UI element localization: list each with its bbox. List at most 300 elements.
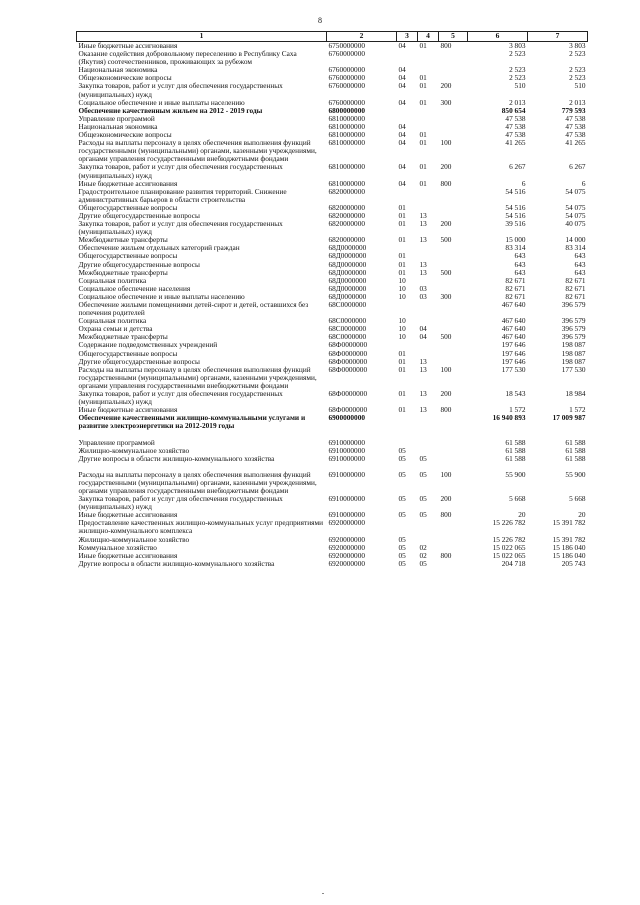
row-code-cell: 6920000000 [328, 534, 365, 544]
row-expense-type-cell [439, 115, 468, 123]
row-name-cell: Жилищно-коммунальное хозяйство [78, 445, 190, 455]
row-section-cell: 01 [398, 389, 406, 399]
row-expense-type-cell [439, 350, 468, 358]
row-code-cell: 6910000000 [328, 469, 365, 479]
row-section-cell: 05 [398, 542, 406, 552]
row-code-cell: 68Д0000000 [328, 243, 367, 253]
table-row [77, 82, 588, 98]
row-amount-2-cell: 396 579 [561, 300, 586, 309]
row-subsection-cell: 13 [419, 389, 427, 399]
row-amount-1-cell: 55 900 [505, 469, 526, 479]
row-name-cell: Расходы на выплаты персоналу в целях обеспечения выполнения функций государственными (муниципальными) органами, казенными учреждениями, органами управления государственными внебюджетными фондами [78, 364, 317, 390]
row-amount-2-cell: 643 [574, 267, 586, 277]
row-code-cell: 68Д0000000 [328, 251, 367, 261]
row-amount-2-cell: 198 087 [561, 340, 586, 350]
row-code-cell: 68Д0000000 [328, 291, 367, 301]
row-amount-1-cell: 47 538 [505, 113, 526, 123]
row-expense-type-cell: 800 [440, 405, 452, 415]
row-amount-1-cell: 1 572 [509, 405, 526, 415]
row-subsection-cell: 13 [419, 267, 427, 277]
row-expense-type-cell: 300 [440, 97, 452, 107]
row-name-cell: Жилищно-коммунальное хозяйство [78, 534, 190, 544]
row-name-cell: Другие общегосударственные вопросы [78, 259, 200, 269]
row-section-cell: 01 [398, 235, 406, 245]
row-subsection-cell: 01 [419, 138, 427, 148]
row-name-cell: Социальное обеспечение населения [78, 283, 191, 293]
row-name-cell: Другие общегосударственные вопросы [78, 210, 200, 220]
row-expense-type-cell [439, 536, 468, 544]
row-section-cell: 05 [398, 534, 406, 544]
row-amount-2-cell: 643 [574, 251, 586, 261]
row-subsection-cell: 13 [419, 219, 427, 229]
row-amount-2-cell: 396 579 [561, 316, 586, 326]
row-section-cell [397, 301, 418, 317]
row-name-cell: Закупка товаров, работ и услуг для обеспечения государственных (муниципальных) нужд [78, 81, 283, 99]
row-amount-1-cell: 15 022 065 [492, 550, 526, 560]
row-section-cell: 05 [398, 550, 406, 560]
row-code-cell: 6820000000 [328, 210, 365, 220]
row-amount-2-cell: 198 087 [561, 348, 586, 358]
row-name-cell: Закупка товаров, работ и услуг для обеспечения государственных (муниципальных) нужд [78, 389, 283, 407]
row-code-cell: 6910000000 [328, 494, 365, 504]
row-expense-type-cell: 500 [440, 267, 452, 277]
row-name-cell: Содержание подведомственных учреждений [78, 340, 218, 350]
row-code-cell: 6920000000 [328, 550, 365, 560]
row-section-cell: 05 [398, 494, 406, 504]
row-section-cell: 04 [398, 73, 406, 83]
row-amount-1-cell: 3 803 [509, 41, 526, 50]
row-code-cell: 6920000000 [328, 542, 365, 552]
table-row [77, 220, 588, 236]
row-amount-2-cell: 3 803 [569, 41, 586, 50]
header-cell-code: 2 [327, 32, 397, 42]
row-code-cell: 6760000000 [328, 97, 365, 107]
row-subsection-cell: 13 [419, 235, 427, 245]
row-amount-2-cell: 82 671 [565, 275, 586, 285]
table-row [77, 139, 588, 163]
row-code-cell: 6910000000 [328, 453, 365, 463]
row-expense-type-cell: 100 [440, 138, 452, 148]
row-code-cell: 68Ф0000000 [328, 405, 368, 415]
row-subsection-cell [418, 341, 439, 349]
row-name-cell: Градостроительное планирование развития территорий. Снижение административных барьеров в области строительства [78, 186, 287, 204]
row-subsection-cell: 05 [419, 510, 427, 520]
row-code-cell: 6920000000 [328, 558, 365, 568]
budget-table [76, 31, 588, 568]
row-name-cell: Коммунальное хозяйство [78, 542, 157, 552]
row-amount-2-cell: 20 [578, 510, 586, 520]
row-amount-1-cell: 643 [514, 267, 526, 277]
row-expense-type-cell: 500 [440, 235, 452, 245]
row-amount-1-cell: 2 523 [509, 65, 526, 75]
row-amount-1-cell: 54 516 [505, 186, 526, 196]
row-amount-1-cell: 82 671 [505, 291, 526, 301]
row-amount-1-cell: 61 588 [505, 445, 526, 455]
row-amount-2-cell: 47 538 [565, 113, 586, 123]
row-expense-type-cell [439, 301, 468, 317]
row-expense-type-cell [439, 317, 468, 325]
row-name-cell: Общегосударственные вопросы [78, 251, 178, 261]
row-section-cell: 04 [398, 41, 406, 50]
row-name-cell: Оказание содействия добровольному переселению в Республику Саха (Якутия) соотечественников, проживающих за рубежом [78, 49, 297, 67]
header-cell-subsection: 4 [418, 32, 439, 42]
row-expense-type-cell: 200 [440, 219, 452, 229]
row-amount-1-cell: 643 [514, 259, 526, 269]
row-name-cell: Закупка товаров, работ и услуг для обеспечения государственных (муниципальных) нужд [78, 494, 283, 512]
table-row [77, 431, 588, 447]
row-amount-2-cell: 15 391 782 [552, 518, 586, 528]
row-subsection-cell [418, 188, 439, 204]
row-amount-1-cell: 54 516 [505, 210, 526, 220]
row-amount-2-cell: 205 743 [561, 558, 586, 568]
row-section-cell: 04 [398, 81, 406, 91]
row-code-cell: 6820000000 [328, 235, 365, 245]
row-expense-type-cell: 200 [440, 389, 452, 399]
row-amount-2-cell: 47 538 [565, 121, 586, 131]
row-section-cell: 01 [398, 356, 406, 366]
row-section-cell: 01 [398, 251, 406, 261]
row-name-cell: Социальное обеспечение и иные выплаты населению [78, 97, 245, 107]
row-code-cell: 6910000000 [328, 445, 365, 455]
row-code-cell: 68Д0000000 [328, 259, 367, 269]
row-section-cell: 05 [398, 558, 406, 568]
row-amount-2-cell: 1 572 [569, 405, 586, 415]
row-amount-2-cell: 396 579 [561, 324, 586, 334]
row-amount-2-cell: 54 075 [565, 202, 586, 212]
row-code-cell: 6760000000 [328, 65, 365, 75]
row-section-cell: 04 [398, 130, 406, 140]
row-subsection-cell: 04 [419, 324, 427, 334]
row-name-cell: Управление программой [78, 113, 155, 123]
row-amount-1-cell: 197 646 [501, 348, 526, 358]
row-amount-1-cell: 61 588 [505, 453, 526, 463]
row-name-cell: Общеэкономические вопросы [78, 130, 172, 140]
row-name-cell: Иные бюджетные ассигнования [78, 550, 178, 560]
row-section-cell: 01 [398, 405, 406, 415]
row-section-cell: 01 [398, 364, 406, 374]
row-subsection-cell: 01 [419, 73, 427, 83]
row-amount-2-cell: 41 265 [565, 138, 586, 148]
row-amount-2-cell: 396 579 [561, 332, 586, 342]
header-cell-amount-2: 7 [528, 32, 588, 42]
row-amount-1-cell: 177 530 [501, 364, 526, 374]
row-section-cell: 04 [398, 97, 406, 107]
row-code-cell: 68Ф0000000 [328, 356, 368, 366]
row-name-cell: Межбюджетные трансферты [78, 332, 168, 342]
row-code-cell: 68Д0000000 [328, 275, 367, 285]
row-section-cell: 05 [398, 469, 406, 479]
row-subsection-cell: 13 [419, 405, 427, 415]
row-section-cell: 04 [398, 65, 406, 75]
row-subsection-cell: 01 [419, 97, 427, 107]
table-row [77, 188, 588, 204]
row-expense-type-cell [439, 447, 468, 455]
row-section-cell [397, 431, 418, 447]
row-amount-1-cell: 82 671 [505, 283, 526, 293]
row-expense-type-cell [439, 204, 468, 212]
row-subsection-cell: 02 [419, 550, 427, 560]
row-amount-2-cell: 2 523 [569, 65, 586, 75]
row-section-cell [397, 414, 418, 430]
row-subsection-cell [418, 414, 439, 430]
table-row [77, 50, 588, 66]
row-code-cell: 6820000000 [328, 186, 365, 196]
row-name-cell: Закупка товаров, работ и услуг для обеспечения государственных (муниципальных) нужд [78, 162, 283, 180]
row-amount-2-cell: 779 593 [561, 105, 586, 115]
row-code-cell: 6810000000 [328, 138, 365, 148]
row-code-cell: 68С0000000 [328, 324, 367, 334]
row-amount-2-cell: 61 588 [565, 437, 586, 447]
page-mark [322, 893, 324, 894]
row-amount-1-cell: 15 000 [505, 235, 526, 245]
row-section-cell: 04 [398, 138, 406, 148]
row-code-cell: 68Д0000000 [328, 283, 367, 293]
row-section-cell: 05 [398, 510, 406, 520]
row-name-cell: Социальная политика [78, 275, 147, 285]
row-amount-1-cell: 15 226 782 [492, 534, 526, 544]
row-amount-2-cell: 14 000 [565, 235, 586, 245]
row-expense-type-cell: 800 [440, 178, 452, 188]
row-name-cell: Иные бюджетные ассигнования [78, 41, 178, 50]
row-code-cell: 68С0000000 [328, 316, 367, 326]
row-amount-2-cell: 54 075 [565, 186, 586, 196]
page-number: 8 [318, 16, 322, 25]
row-amount-1-cell: 39 516 [505, 219, 526, 229]
row-amount-2-cell: 198 087 [561, 356, 586, 366]
row-subsection-cell: 13 [419, 364, 427, 374]
row-code-cell: 68Ф0000000 [328, 348, 368, 358]
row-amount-1-cell: 2 523 [509, 49, 526, 59]
row-amount-2-cell: 40 075 [565, 219, 586, 229]
row-expense-type-cell [439, 341, 468, 349]
row-amount-1-cell: 510 [514, 81, 526, 91]
row-subsection-cell [418, 301, 439, 317]
row-code-cell: 68С0000000 [328, 300, 367, 309]
table-row [77, 366, 588, 390]
row-section-cell: 10 [398, 283, 406, 293]
row-amount-1-cell: 61 588 [505, 437, 526, 447]
row-amount-1-cell: 20 [518, 510, 526, 520]
row-name-cell: Национальная экономика [78, 65, 158, 75]
row-code-cell: 6820000000 [328, 219, 365, 229]
row-expense-type-cell: 800 [440, 510, 452, 520]
row-subsection-cell: 05 [419, 558, 427, 568]
row-subsection-cell: 01 [419, 41, 427, 50]
row-section-cell [397, 188, 418, 204]
row-subsection-cell [418, 115, 439, 123]
row-expense-type-cell: 100 [440, 469, 452, 479]
row-name-cell: Управление программой [78, 437, 155, 447]
row-expense-type-cell [439, 50, 468, 66]
row-section-cell: 01 [398, 219, 406, 229]
table-row [77, 560, 588, 568]
row-amount-1-cell: 54 516 [505, 202, 526, 212]
row-section-cell: 05 [398, 453, 406, 463]
row-section-cell: 01 [398, 202, 406, 212]
row-code-cell: 6910000000 [328, 510, 365, 520]
row-amount-1-cell: 83 314 [505, 243, 526, 253]
row-name-cell: Другие общегосударственные вопросы [78, 356, 200, 366]
header-cell-section: 3 [397, 32, 418, 42]
row-subsection-cell: 03 [419, 283, 427, 293]
row-name-cell: Расходы на выплаты персоналу в целях обеспечения выполнения функций государственными (муниципальными) органами, казенными учреждениями, органами управления государственными внебюджетными фондами [78, 138, 317, 164]
row-expense-type-cell [439, 252, 468, 260]
row-section-cell: 10 [398, 275, 406, 285]
row-amount-2-cell: 2 523 [569, 73, 586, 83]
row-subsection-cell: 13 [419, 210, 427, 220]
table-row [77, 519, 588, 535]
row-expense-type-cell: 500 [440, 332, 452, 342]
row-amount-2-cell: 54 075 [565, 210, 586, 220]
row-name-cell: Обеспечение жильем отдельных категорий граждан [78, 243, 240, 253]
row-expense-type-cell: 100 [440, 364, 452, 374]
row-amount-2-cell: 15 186 040 [552, 542, 586, 552]
row-subsection-cell: 04 [419, 332, 427, 342]
row-amount-1-cell: 82 671 [505, 275, 526, 285]
row-amount-1-cell: 18 543 [505, 389, 526, 399]
row-name-cell: Другие вопросы в области жилищно-коммунального хозяйства [78, 453, 275, 463]
row-amount-1-cell: 15 022 065 [492, 542, 526, 552]
row-amount-2-cell: 6 267 [569, 162, 586, 172]
row-amount-1-cell: 850 654 [501, 105, 526, 115]
row-section-cell: 04 [398, 162, 406, 172]
row-expense-type-cell [439, 519, 468, 535]
row-amount-1-cell: 16 940 893 [492, 413, 526, 423]
row-name-cell: Охрана семьи и детства [78, 324, 153, 334]
row-name-cell: Социальное обеспечение и иные выплаты населению [78, 291, 245, 301]
row-code-cell: 68Ф0000000 [328, 389, 368, 399]
row-amount-2-cell: 6 [581, 178, 586, 188]
row-subsection-cell: 02 [419, 542, 427, 552]
row-subsection-cell: 05 [419, 469, 427, 479]
table-header-row [77, 32, 588, 42]
row-code-cell: 6760000000 [328, 81, 365, 91]
row-section-cell: 01 [398, 259, 406, 269]
header-cell-expense-type: 5 [439, 32, 468, 42]
row-code-cell: 6910000000 [328, 437, 365, 447]
row-subsection-cell: 01 [419, 81, 427, 91]
row-amount-1-cell: 5 668 [509, 494, 526, 504]
table-row [77, 455, 588, 463]
row-code-cell: 6760000000 [328, 49, 365, 59]
row-subsection-cell: 01 [419, 130, 427, 140]
table-row [77, 301, 588, 317]
row-expense-type-cell [439, 431, 468, 447]
row-expense-type-cell: 200 [440, 494, 452, 504]
row-amount-2-cell: 61 588 [565, 445, 586, 455]
row-amount-1-cell: 467 640 [501, 332, 526, 342]
row-section-cell: 10 [398, 316, 406, 326]
row-subsection-cell [418, 519, 439, 535]
table-row [77, 163, 588, 179]
row-code-cell: 6920000000 [328, 518, 365, 528]
row-name-cell: Расходы на выплаты персоналу в целях обеспечения выполнения функций государственными (муниципальными) органами, казенными учреждениями, органами управления государственными внебюджетными фондами [78, 469, 317, 495]
row-section-cell [397, 50, 418, 66]
row-section-cell: 04 [398, 178, 406, 188]
table-row [77, 463, 588, 495]
row-name-cell: Обеспечение жилыми помещениями детей-сирот и детей, оставшихся без попечения родителей [78, 300, 309, 318]
row-amount-1-cell: 204 718 [501, 558, 526, 568]
row-expense-type-cell [439, 66, 468, 74]
row-expense-type-cell [439, 560, 468, 568]
row-code-cell: 6760000000 [328, 73, 365, 83]
row-subsection-cell: 05 [419, 494, 427, 504]
row-subsection-cell: 01 [419, 178, 427, 188]
row-amount-1-cell: 47 538 [505, 121, 526, 131]
row-amount-1-cell: 467 640 [501, 324, 526, 334]
row-amount-1-cell: 197 646 [501, 356, 526, 366]
row-name-cell: Иные бюджетные ассигнования [78, 510, 178, 520]
row-subsection-cell [418, 244, 439, 252]
row-amount-2-cell: 5 668 [569, 494, 586, 504]
row-code-cell: 6900000000 [328, 413, 365, 423]
row-amount-1-cell: 2 523 [509, 73, 526, 83]
row-expense-type-cell [439, 455, 468, 463]
row-code-cell: 68С0000000 [328, 332, 367, 342]
row-name-cell: Межбюджетные трансферты [78, 235, 168, 245]
row-name-cell: Обеспечение качественными жилищно-коммунальными услугами и развитие электроэнергетики на 2012-2019 годы [78, 413, 306, 431]
row-amount-2-cell: 15 186 040 [552, 550, 586, 560]
row-expense-type-cell [439, 123, 468, 131]
table-row [77, 495, 588, 511]
row-amount-1-cell: 15 226 782 [492, 518, 526, 528]
row-name-cell: Общегосударственные вопросы [78, 202, 178, 212]
row-section-cell: 10 [398, 324, 406, 334]
row-name-cell: Предоставление качественных жилищно-коммунальных услуг предприятиями жилищно-коммунального комплекса [78, 518, 323, 536]
row-subsection-cell: 13 [419, 356, 427, 366]
row-code-cell: 68Ф0000000 [328, 340, 368, 350]
row-section-cell: 10 [398, 291, 406, 301]
row-amount-1-cell: 6 [521, 178, 526, 188]
row-amount-1-cell: 47 538 [505, 130, 526, 140]
row-amount-2-cell: 47 538 [565, 130, 586, 140]
row-name-cell: Иные бюджетные ассигнования [78, 178, 178, 188]
row-expense-type-cell: 200 [440, 81, 452, 91]
row-amount-2-cell: 643 [574, 259, 586, 269]
row-subsection-cell [418, 431, 439, 447]
row-name-cell: Общеэкономические вопросы [78, 73, 172, 83]
row-name-cell: Другие вопросы в области жилищно-коммунального хозяйства [78, 558, 275, 568]
row-code-cell: 6810000000 [328, 162, 365, 172]
row-amount-2-cell: 82 671 [565, 283, 586, 293]
row-subsection-cell [418, 50, 439, 66]
row-name-cell: Общегосударственные вопросы [78, 348, 178, 358]
row-amount-2-cell: 61 588 [565, 453, 586, 463]
row-subsection-cell: 03 [419, 291, 427, 301]
row-amount-1-cell: 467 640 [501, 300, 526, 309]
row-code-cell: 6810000000 [328, 121, 365, 131]
header-cell-name: 1 [77, 32, 327, 42]
row-code-cell: 6810000000 [328, 130, 365, 140]
row-code-cell: 6810000000 [328, 113, 365, 123]
row-name-cell: Обеспечение качественным жильем на 2012 - 2019 годы [78, 105, 263, 115]
row-expense-type-cell: 800 [440, 550, 452, 560]
row-amount-1-cell: 6 267 [509, 162, 526, 172]
row-name-cell: Межбюджетные трансферты [78, 267, 168, 277]
row-amount-2-cell: 17 009 987 [552, 413, 586, 423]
header-cell-amount-1: 6 [468, 32, 528, 42]
row-subsection-cell: 01 [419, 162, 427, 172]
row-section-cell: 01 [398, 267, 406, 277]
row-code-cell: 6800000000 [328, 105, 365, 115]
row-code-cell: 68Д0000000 [328, 267, 367, 277]
row-name-cell: Социальная политика [78, 316, 147, 326]
table-row [77, 414, 588, 430]
row-amount-2-cell: 2 523 [569, 49, 586, 59]
row-expense-type-cell [439, 188, 468, 204]
row-section-cell [397, 519, 418, 535]
row-name-cell: Закупка товаров, работ и услуг для обеспечения государственных (муниципальных) нужд [78, 219, 283, 237]
